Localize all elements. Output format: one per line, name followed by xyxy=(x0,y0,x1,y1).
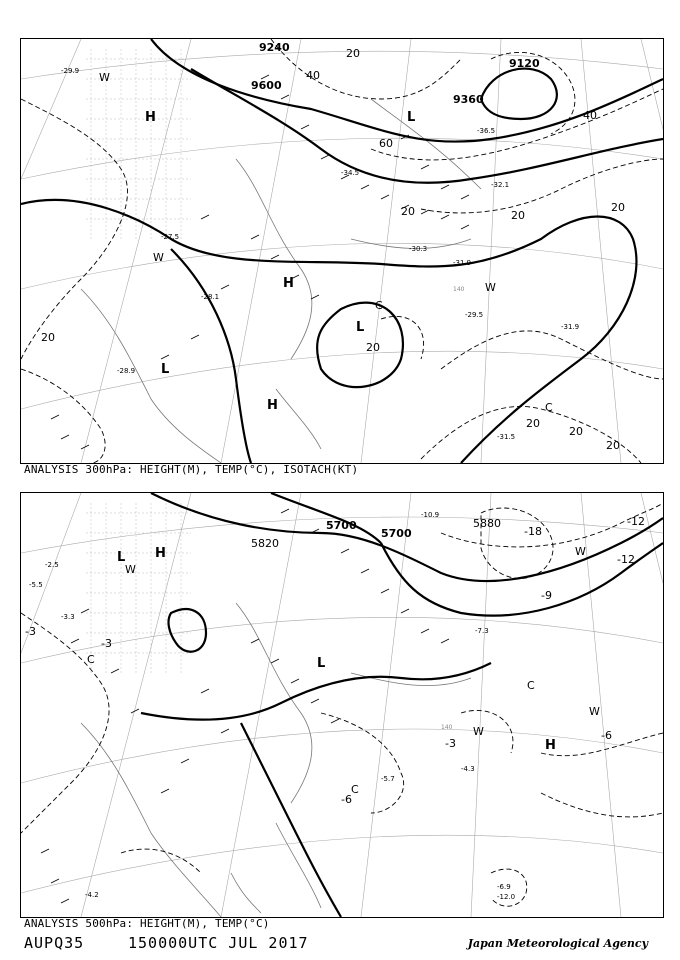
temp-value: -4.2 xyxy=(85,891,99,899)
isotach-label: 60 xyxy=(379,137,393,150)
isotach-label: 40 xyxy=(583,109,597,122)
temp-contour-label: -6 xyxy=(601,729,612,742)
isotach-label: 20 xyxy=(511,209,525,222)
temp-value: -27.5 xyxy=(161,233,180,241)
temp-value: -28.9 xyxy=(117,367,136,375)
height-label: 5880 xyxy=(473,517,501,530)
chart-500hpa xyxy=(21,493,663,917)
pressure-center: H xyxy=(267,398,278,413)
pressure-center: W xyxy=(125,563,136,576)
height-label: 9120 xyxy=(509,57,540,70)
temp-value: -5.5 xyxy=(29,581,43,589)
height-label: 5820 xyxy=(251,537,279,550)
pressure-center: L xyxy=(317,656,326,671)
height-label: 5700 xyxy=(381,527,412,540)
temp-contour-label: -9 xyxy=(541,589,552,602)
temp-value: -6.9 xyxy=(497,883,511,891)
pressure-center: W xyxy=(99,71,110,84)
temp-value: -10.9 xyxy=(421,511,440,519)
temp-contour-label: -18 xyxy=(524,525,542,538)
temp-value: -29.5 xyxy=(465,311,484,319)
temp-value: -2.5 xyxy=(45,561,59,569)
temp-value: -36.5 xyxy=(477,127,496,135)
isotach-label: 20 xyxy=(41,331,55,344)
temp-value: -5.7 xyxy=(381,775,395,783)
temp-contour-label: -3 xyxy=(25,625,36,638)
agency-credit: Japan Meteorological Agency xyxy=(467,937,648,950)
wind-barbs xyxy=(41,509,449,903)
pressure-center: L xyxy=(407,110,416,125)
temp-value: -28.1 xyxy=(201,293,220,301)
temp-contour-label: -3 xyxy=(101,637,112,650)
temp-value: -30.3 xyxy=(409,245,428,253)
temp-value: -31.9 xyxy=(453,259,472,267)
pressure-center: H xyxy=(145,110,156,125)
isotach-label: 20 xyxy=(611,201,625,214)
pressure-center: W xyxy=(473,725,484,738)
pressure-center: W xyxy=(485,281,496,294)
temp-contour-label: -12 xyxy=(627,515,645,528)
isotach-label: 40 xyxy=(306,69,320,82)
temp-contour-label: -3 xyxy=(445,737,456,750)
wind-barbs xyxy=(51,75,472,449)
grid-label: 140 xyxy=(441,724,453,731)
temp-value: -3.3 xyxy=(61,613,75,621)
height-label: 9360 xyxy=(453,93,484,106)
pressure-center: C xyxy=(527,679,535,692)
pressure-center: L xyxy=(117,550,126,565)
height-label: 9600 xyxy=(251,79,282,92)
pressure-center: C xyxy=(351,783,359,796)
temp-contour-label: -6 xyxy=(341,793,352,806)
temp-value: -31.9 xyxy=(561,323,580,331)
isotach-label: 20 xyxy=(526,417,540,430)
pressure-center: L xyxy=(356,320,365,335)
pressure-center: C xyxy=(375,299,383,312)
isotach-label: 20 xyxy=(569,425,583,438)
pressure-center: L xyxy=(161,362,170,377)
temp-value: -12.0 xyxy=(497,893,516,901)
isotach-label: 20 xyxy=(366,341,380,354)
valid-time: 150000UTC JUL 2017 xyxy=(128,934,309,952)
pressure-center: W xyxy=(589,705,600,718)
pressure-center: H xyxy=(155,546,166,561)
isotach-label: 20 xyxy=(346,47,360,60)
temp-contour-label: -12 xyxy=(617,553,635,566)
panel-caption-500hpa: ANALYSIS 500hPa: HEIGHT(M), TEMP(°C) xyxy=(24,917,270,930)
temp-value: -34.5 xyxy=(341,169,360,177)
map-panel-300hpa xyxy=(20,38,664,464)
height-contours xyxy=(21,39,663,463)
grid-label: 140 xyxy=(453,286,465,293)
temp-value: -31.5 xyxy=(497,433,516,441)
height-label: 9240 xyxy=(259,41,290,54)
pressure-center: C xyxy=(545,401,553,414)
isotach-label: 20 xyxy=(606,439,620,452)
chart-code: AUPQ35 xyxy=(24,934,85,952)
pressure-center: H xyxy=(283,276,294,291)
map-panel-500hpa xyxy=(20,492,664,918)
temp-value: -7.3 xyxy=(475,627,489,635)
temp-value: -32.1 xyxy=(491,181,510,189)
panel-caption-300hpa: ANALYSIS 300hPa: HEIGHT(M), TEMP(°C), ISOTACH(KT) xyxy=(24,463,359,476)
graticule xyxy=(21,39,663,463)
pressure-center: W xyxy=(153,251,164,264)
pressure-center: C xyxy=(87,653,95,666)
temp-value: -4.3 xyxy=(461,765,475,773)
temp-value: -29.9 xyxy=(61,67,80,75)
dashed-contours xyxy=(21,39,663,463)
height-label: 5700 xyxy=(326,519,357,532)
coastline xyxy=(81,603,471,917)
isotach-label: 20 xyxy=(401,205,415,218)
pressure-center: W xyxy=(575,545,586,558)
pressure-center: H xyxy=(545,738,556,753)
chart-300hpa xyxy=(21,39,663,463)
